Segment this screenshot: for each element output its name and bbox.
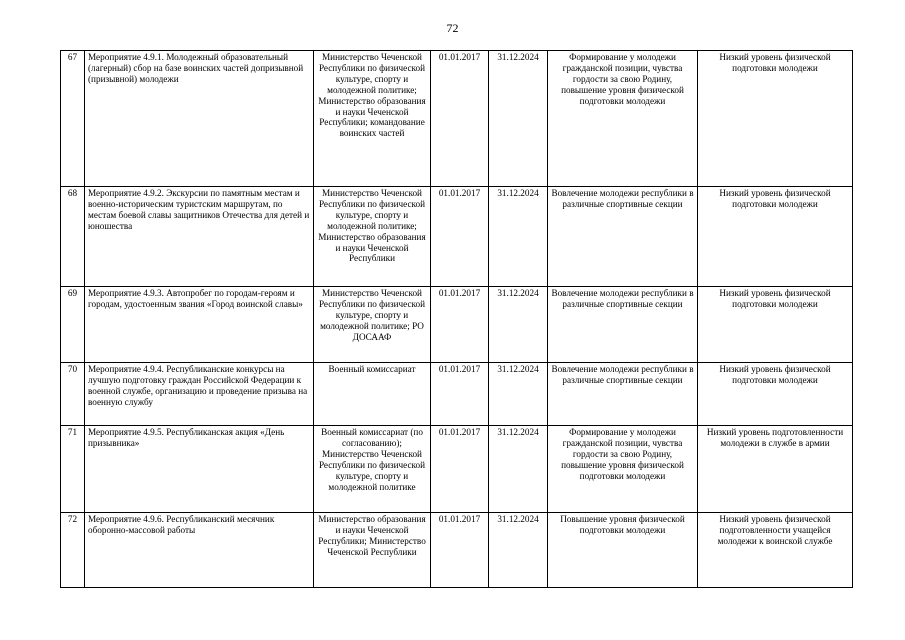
start-date: 01.01.2017 [431,187,489,287]
table-row [61,187,853,287]
risk-description: Низкий уровень физической подготовки молодежи [698,187,853,287]
risk-description: Низкий уровень физической подготовки молодежи [698,287,853,363]
measure-name: Мероприятие 4.9.4. Республиканские конкурсы на лучшую подготовку граждан Российской Федерации к военной службе, организацию и проведение призыва на военную службу [85,363,314,426]
measure-name: Мероприятие 4.9.5. Республиканская акция «День призывника» [85,426,314,513]
executor: Военный комиссариат [314,363,431,426]
risk-description: Низкий уровень физической подготовки молодежи [698,51,853,187]
risk-description: Низкий уровень физической подготовки молодежи [698,363,853,426]
expected-result: Вовлечение молодежи республики в различные спортивные секции [548,187,698,287]
start-date: 01.01.2017 [431,513,489,588]
row-number: 67 [61,51,85,187]
table-row [61,513,853,588]
start-date: 01.01.2017 [431,363,489,426]
row-number: 68 [61,187,85,287]
end-date: 31.12.2024 [489,426,548,513]
risk-description: Низкий уровень подготовленности молодежи в службе в армии [698,426,853,513]
measure-name: Мероприятие 4.9.1. Молодежный образовательный (лагерный) сбор на базе воинских частей допризывной (призывной) молодежи [85,51,314,187]
end-date: 31.12.2024 [489,287,548,363]
measure-name: Мероприятие 4.9.2. Экскурсии по памятным местам и военно-историческим туристским маршрутам, по местам боевой славы защитников Отечества для детей и юношества [85,187,314,287]
expected-result: Формирование у молодежи гражданской позиции, чувства гордости за свою Родину, повышение уровня физической подготовки молодежи [548,426,698,513]
page-number: 72 [446,21,459,35]
measures-table [60,50,853,588]
executor: Министерство Чеченской Республики по физической культуре, спорту и молодежной политике; РО ДОСААФ [314,287,431,363]
start-date: 01.01.2017 [431,426,489,513]
executor: Министерство Чеченской Республики по физической культуре, спорту и молодежной политике; Министерство образования и науки Чеченской Республики [314,187,431,287]
expected-result: Вовлечение молодежи республики в различные спортивные секции [548,363,698,426]
end-date: 31.12.2024 [489,187,548,287]
expected-result: Формирование у молодежи гражданской позиции, чувства гордости за свою Родину, повышение уровня физической подготовки молодежи [548,51,698,187]
table-row [61,287,853,363]
row-number: 70 [61,363,85,426]
row-number: 69 [61,287,85,363]
table-row [61,51,853,187]
executor: Министерство образования и науки Чеченской Республики; Министерство Чеченской Республики [314,513,431,588]
risk-description: Низкий уровень физической подготовленности учащейся молодежи к воинской службе [698,513,853,588]
end-date: 31.12.2024 [489,363,548,426]
start-date: 01.01.2017 [431,287,489,363]
start-date: 01.01.2017 [431,51,489,187]
row-number: 71 [61,426,85,513]
end-date: 31.12.2024 [489,513,548,588]
measure-name: Мероприятие 4.9.3. Автопробег по городам-героям и городам, удостоенным звания «Город воинской славы» [85,287,314,363]
table-row [61,363,853,426]
executor: Министерство Чеченской Республики по физической культуре, спорту и молодежной политике; Министерство образования и науки Чеченской Республики; командование воинских частей [314,51,431,187]
measure-name: Мероприятие 4.9.6. Республиканский месячник оборонно-массовой работы [85,513,314,588]
expected-result: Вовлечение молодежи республики в различные спортивные секции [548,287,698,363]
row-number: 72 [61,513,85,588]
table-row [61,426,853,513]
end-date: 31.12.2024 [489,51,548,187]
executor: Военный комиссариат (по согласованию); Министерство Чеченской Республики по физической культуре, спорту и молодежной политике [314,426,431,513]
expected-result: Повышение уровня физической подготовки молодежи [548,513,698,588]
